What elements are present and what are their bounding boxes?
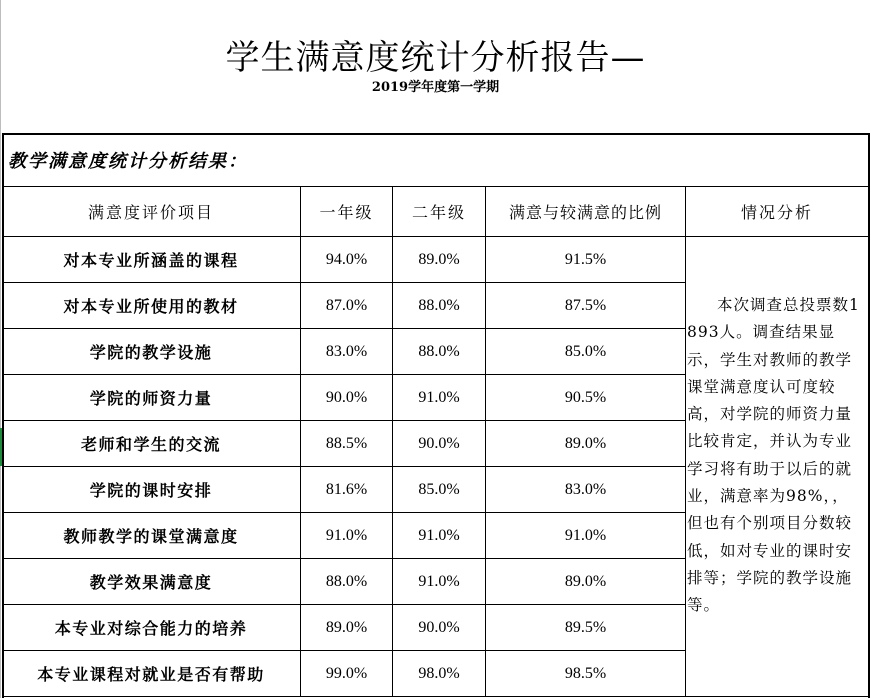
row-ratio: 83.0%	[564, 480, 607, 498]
header-analysis: 情况分析	[740, 203, 813, 222]
row-item: 学院的课时安排	[89, 481, 213, 500]
row-ratio: 89.0%	[564, 434, 607, 452]
report-title: 学生满意度统计分析报告—	[225, 38, 646, 78]
analysis-text	[687, 292, 865, 620]
column-rule	[685, 186, 686, 696]
header-item: 满意度评价项目	[87, 203, 214, 222]
report-subtitle: 2019学年度第一学期	[371, 80, 500, 95]
row-grade2: 90.0%	[418, 434, 460, 452]
row-ratio: 87.5%	[564, 296, 607, 314]
row-grade2: 91.0%	[418, 572, 460, 590]
analysis-body: 本次调查总投票数1893人。调查结果显示，学生对教师的教学课堂满意度认可度较高，对学院的师资力量比较肯定，并认为专业学习将有助于以后的就业，满意率为98%，，但也有个别项目分数较低，如对专业的课时安排等；学院的教学设施等。	[687, 296, 860, 615]
header-grade1: 一年级	[319, 203, 374, 222]
row-grade2: 91.0%	[418, 526, 460, 544]
row-grade1: 99.0%	[325, 664, 368, 682]
row-item: 对本专业所使用的教材	[63, 297, 239, 316]
row-item: 教学效果满意度	[89, 573, 213, 592]
row-ratio: 89.0%	[564, 572, 607, 590]
row-ratio: 91.0%	[564, 526, 607, 544]
row-grade1: 89.0%	[325, 618, 368, 636]
row-grade2: 91.0%	[418, 388, 460, 406]
row-item: 本专业课程对就业是否有帮助	[37, 665, 265, 684]
row-item: 学院的师资力量	[89, 389, 213, 408]
row-grade1: 88.5%	[325, 434, 368, 452]
row-item: 老师和学生的交流	[80, 435, 221, 454]
row-ratio: 89.5%	[564, 618, 607, 636]
row-grade2: 89.0%	[418, 250, 460, 268]
section-title: 教学满意度统计分析结果：	[8, 151, 248, 172]
row-grade2: 98.0%	[418, 664, 460, 682]
row-item: 本专业对综合能力的培养	[54, 619, 248, 638]
header-grade2: 二年级	[411, 203, 466, 222]
row-grade1: 90.0%	[325, 388, 368, 406]
row-item: 教师教学的课堂满意度	[63, 527, 239, 546]
row-grade1: 94.0%	[325, 250, 368, 268]
row-ratio: 91.5%	[564, 250, 607, 268]
row-ratio: 98.5%	[564, 664, 607, 682]
row-grade1: 91.0%	[325, 526, 368, 544]
row-grade1: 87.0%	[325, 296, 368, 314]
row-grade1: 83.0%	[325, 342, 368, 360]
table-bottom-rule	[2, 696, 870, 697]
row-ratio: 90.5%	[564, 388, 607, 406]
row-ratio: 85.0%	[564, 342, 607, 360]
row-grade2: 88.0%	[418, 296, 460, 314]
header-ratio: 满意与较满意的比例	[508, 203, 662, 222]
row-grade2: 90.0%	[418, 618, 460, 636]
row-grade1: 81.6%	[325, 480, 368, 498]
row-grade1: 88.0%	[325, 572, 368, 590]
row-item: 对本专业所涵盖的课程	[63, 251, 239, 270]
row-item: 学院的教学设施	[89, 343, 213, 362]
row-grade2: 88.0%	[418, 342, 460, 360]
sheet-gridline	[0, 0, 1, 698]
row-grade2: 85.0%	[418, 480, 460, 498]
